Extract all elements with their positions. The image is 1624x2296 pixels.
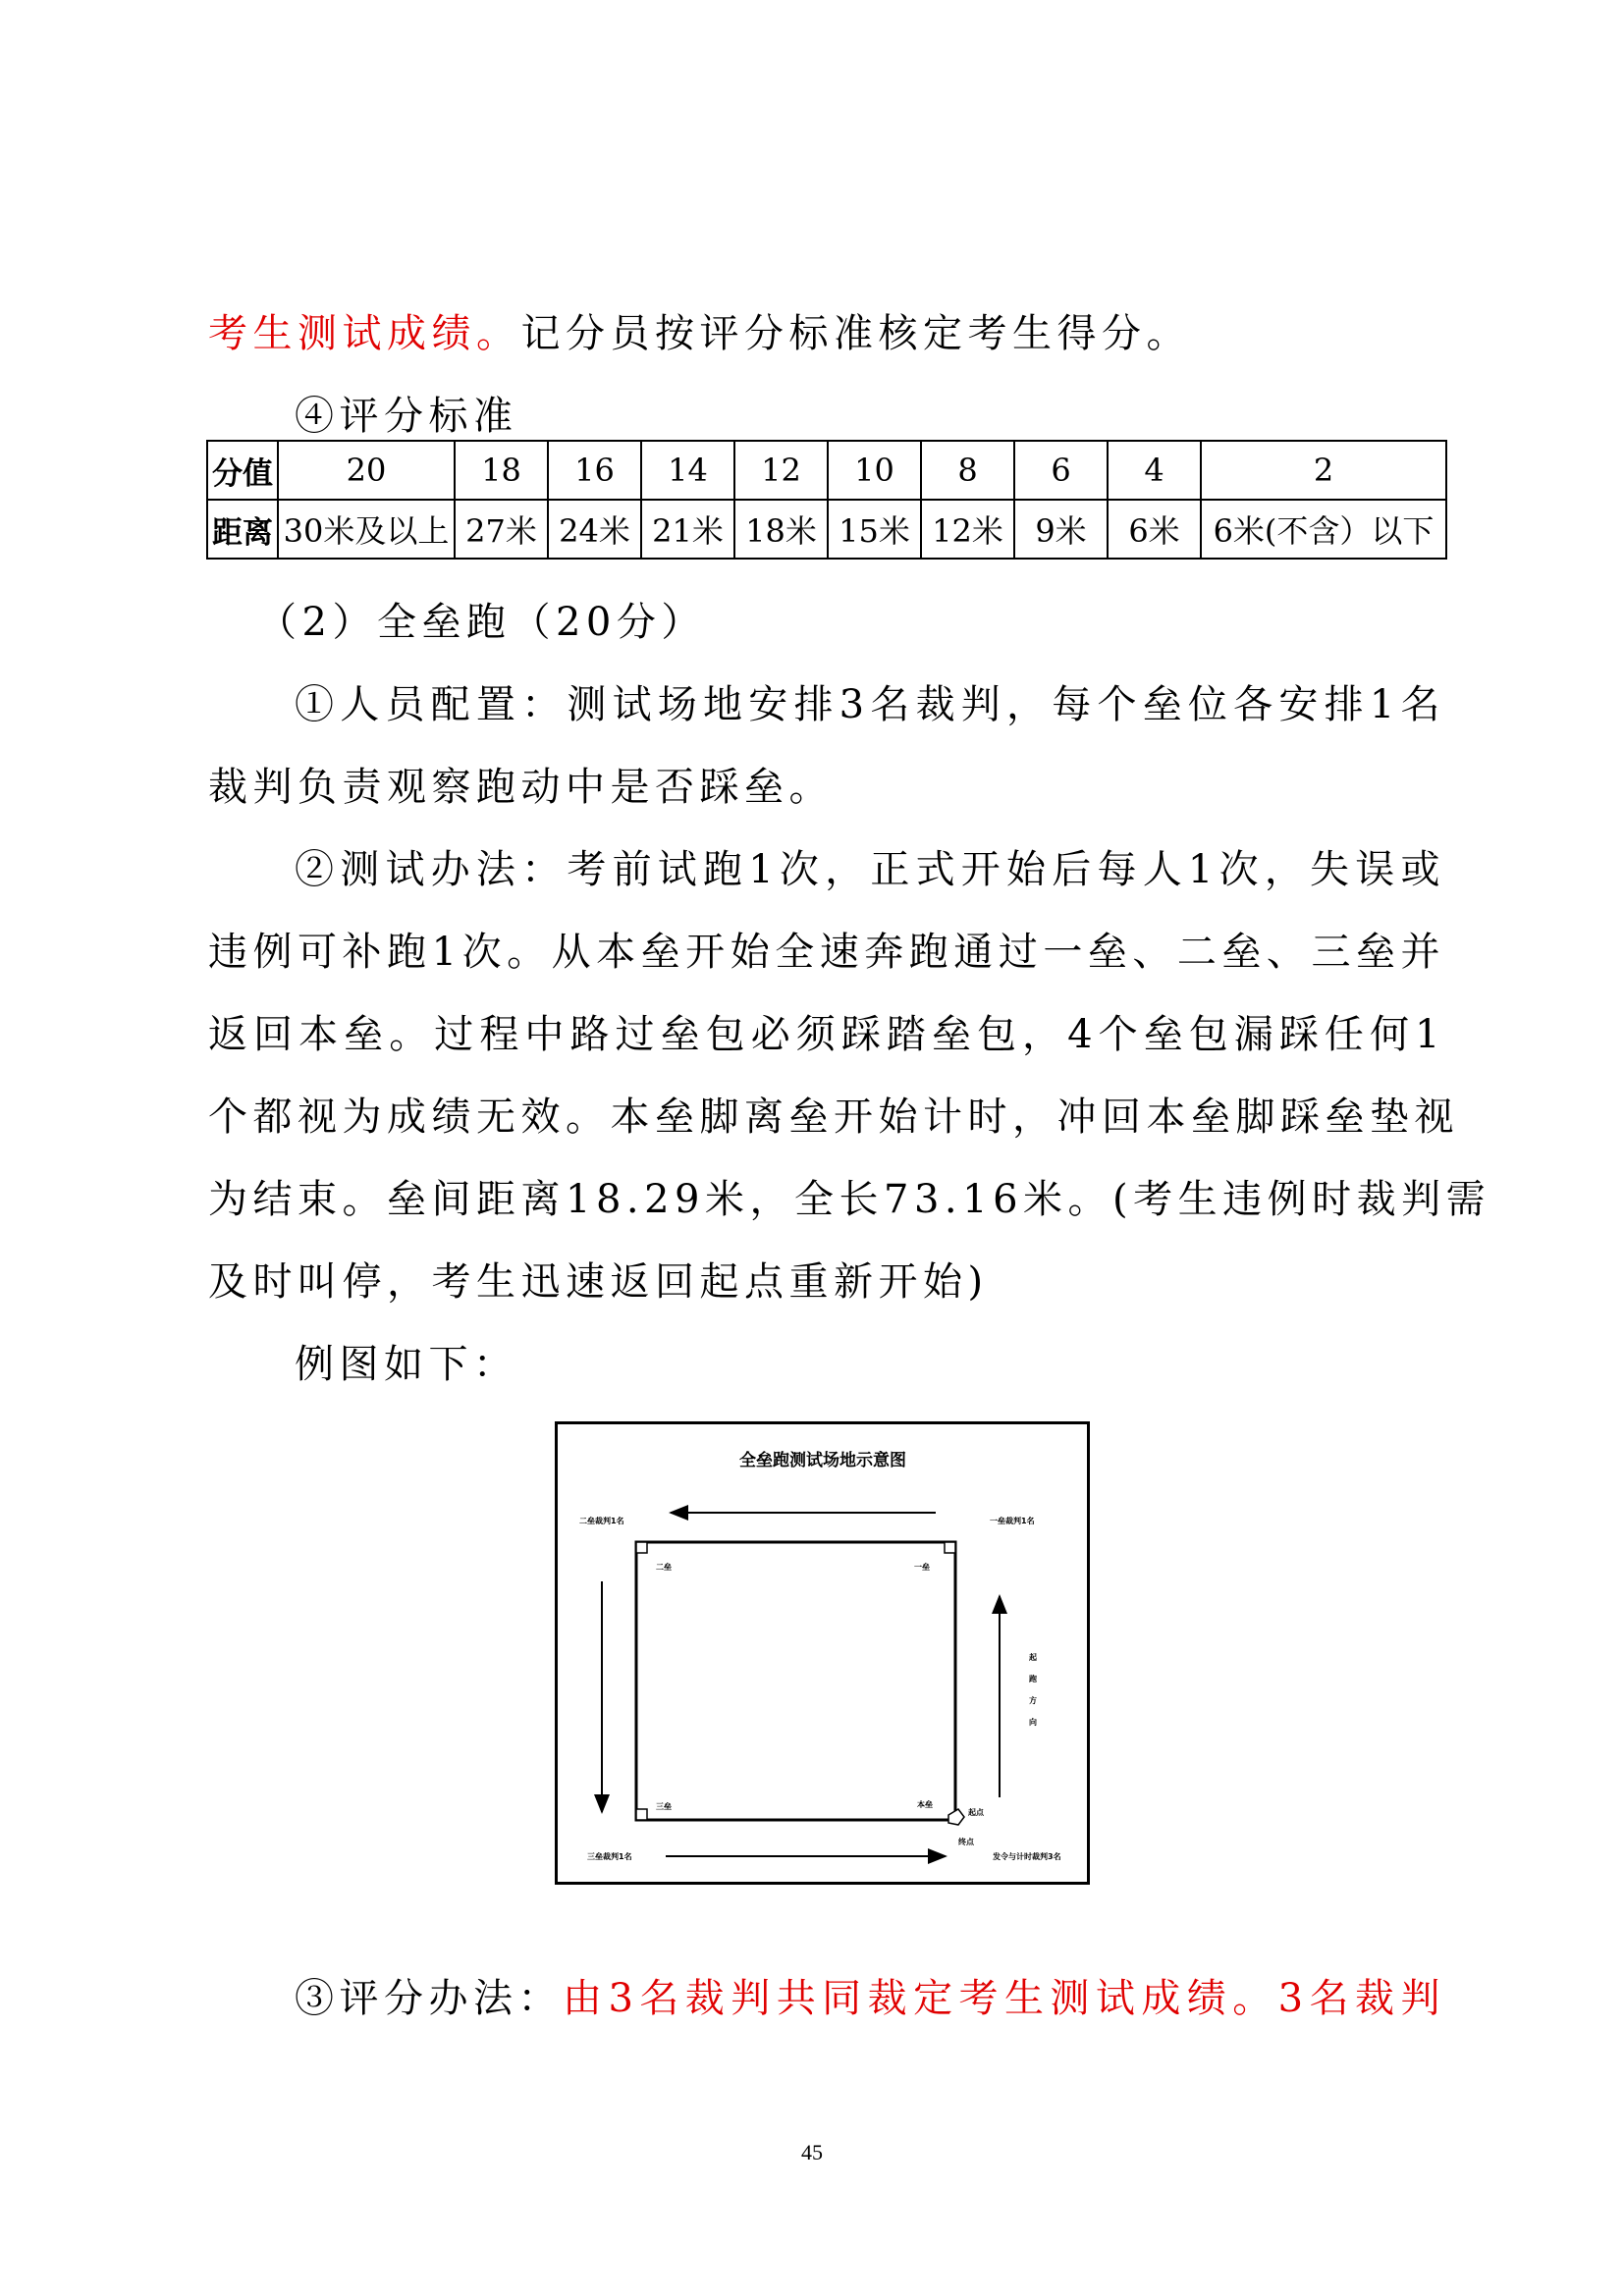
paragraph-continuation bbox=[208, 306, 1191, 361]
score-cell: 12 bbox=[734, 441, 828, 500]
distance-cell: 9米 bbox=[1014, 500, 1108, 559]
start-label: 起点 bbox=[968, 1808, 984, 1817]
method-line-4: 个都视为成绩无效。本垒脚离垒开始计时，冲回本垒脚踩垒垫视 bbox=[208, 1095, 1459, 1140]
score-cell: 16 bbox=[548, 441, 641, 500]
field-square bbox=[636, 1542, 955, 1820]
score-cell: 20 bbox=[278, 441, 455, 500]
second-base-label: 二垒 bbox=[656, 1563, 672, 1572]
home-plate-mark bbox=[948, 1809, 964, 1825]
distance-cell: 6米(不含）以下 bbox=[1201, 500, 1446, 559]
field-diagram bbox=[555, 1421, 1090, 1885]
second-base-judge-label: 二垒裁判1名 bbox=[579, 1517, 624, 1525]
third-base-judge-label: 三垒裁判1名 bbox=[587, 1852, 632, 1861]
first-base-mark bbox=[945, 1542, 955, 1553]
scoring-standard-title: ④评分标准 bbox=[295, 394, 518, 439]
distance-row bbox=[207, 500, 1446, 559]
direction-char: 向 bbox=[1029, 1718, 1037, 1727]
diagram-title: 全垒跑测试场地示意图 bbox=[739, 1451, 906, 1470]
score-row bbox=[207, 441, 1446, 500]
row-header: 距离 bbox=[207, 500, 278, 559]
distance-cell: 21米 bbox=[641, 500, 734, 559]
direction-char: 起 bbox=[1029, 1653, 1037, 1662]
distance-cell: 12米 bbox=[921, 500, 1014, 559]
example-label: 例图如下： bbox=[295, 1342, 518, 1387]
direction-char: 方 bbox=[1029, 1696, 1037, 1705]
page-number: 45 bbox=[801, 2140, 823, 2164]
black-text: 记分员按评分标准核定考生得分。 bbox=[520, 311, 1191, 356]
direction-char: 跑 bbox=[1029, 1675, 1037, 1683]
home-judge-label: 发令与计时裁判3名 bbox=[993, 1852, 1061, 1861]
third-base-mark bbox=[636, 1809, 647, 1820]
score-cell: 8 bbox=[921, 441, 1014, 500]
scoring-method-label: ③评分办法： bbox=[295, 1976, 563, 2021]
first-base-judge-label: 一垒裁判1名 bbox=[990, 1517, 1035, 1525]
row-header: 分值 bbox=[207, 441, 278, 500]
score-cell: 10 bbox=[828, 441, 921, 500]
score-cell: 6 bbox=[1014, 441, 1108, 500]
distance-cell: 30米及以上 bbox=[278, 500, 455, 559]
distance-cell: 6米 bbox=[1108, 500, 1201, 559]
method-line-5: 为结束。垒间距离18.29米，全长73.16米。(考生违例时裁判需 bbox=[208, 1177, 1491, 1222]
second-base-mark bbox=[636, 1542, 647, 1553]
finish-label: 终点 bbox=[958, 1838, 974, 1846]
score-table bbox=[206, 440, 1447, 560]
score-cell: 14 bbox=[641, 441, 734, 500]
method-line-6: 及时叫停，考生迅速返回起点重新开始) bbox=[208, 1259, 989, 1305]
method-line-2: 违例可补跑1次。从本垒开始全速奔跑通过一垒、二垒、三垒并 bbox=[208, 930, 1445, 975]
staff-line-2: 裁判负责观察跑动中是否踩垒。 bbox=[208, 765, 834, 810]
home-base-label: 本垒 bbox=[917, 1800, 933, 1809]
distance-cell: 15米 bbox=[828, 500, 921, 559]
method-line-1: ②测试办法：考前试跑1次，正式开始后每人1次，失误或 bbox=[295, 847, 1445, 892]
score-cell: 18 bbox=[455, 441, 548, 500]
distance-cell: 18米 bbox=[734, 500, 828, 559]
method-line-3: 返回本垒。过程中路过垒包必须踩踏垒包，4个垒包漏踩任何1 bbox=[208, 1012, 1445, 1057]
score-cell: 4 bbox=[1108, 441, 1201, 500]
staff-line-1: ①人员配置：测试场地安排3名裁判，每个垒位各安排1名 bbox=[295, 682, 1445, 727]
distance-cell: 24米 bbox=[548, 500, 641, 559]
scoring-method-red: 由3名裁判共同裁定考生测试成绩。3名裁判 bbox=[563, 1976, 1445, 2021]
first-base-label: 一垒 bbox=[914, 1563, 930, 1572]
third-base-label: 三垒 bbox=[656, 1802, 672, 1811]
section-title: （2）全垒跑（20分） bbox=[257, 600, 706, 645]
distance-cell: 27米 bbox=[455, 500, 548, 559]
scoring-method-line bbox=[295, 1971, 1445, 2026]
score-cell: 2 bbox=[1201, 441, 1446, 500]
red-text: 考生测试成绩。 bbox=[208, 311, 521, 356]
